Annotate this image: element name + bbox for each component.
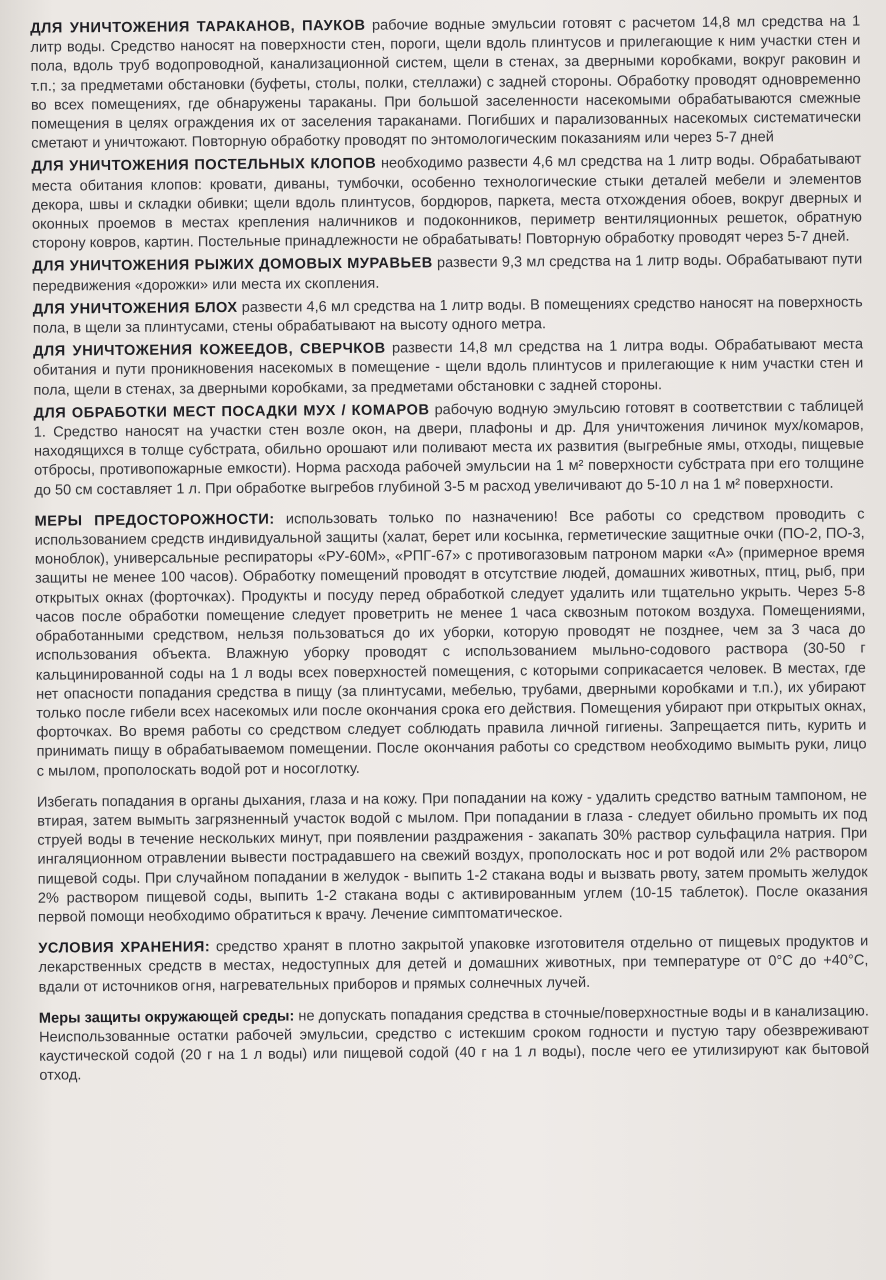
section-storage [38, 933, 868, 998]
section-bed-bugs [31, 151, 862, 254]
section-text: необходимо развести 4,6 мл средства на 1 литр воды. Обрабатывают места обитания клопов: кровати, диваны, тумбочки, особенно технологические стыки деталей мебели и элементов декора, швы и складки обивки; щели вдоль плинтусов, бордюров, паркета, места отхождения обоев, вокруг дверных и оконных проемов в местах крепления наличников и подоконников, периметр вентиляционных решеток, обратную сторону ковров, картин. Постельные принадлежности не обрабатывать! Повторную обработку проводят через 5-7 дней. [31, 151, 863, 252]
section-heading: ДЛЯ УНИЧТОЖЕНИЯ ТАРАКАНОВ, ПАУКОВ [30, 17, 366, 37]
section-heading: МЕРЫ ПРЕДОСТОРОЖНОСТИ: [34, 511, 275, 530]
section-text: не допускать попадания средства в сточные/поверхностные воды и в канализацию. Неиспользованные остатки рабочей эмульсии, средство с истекшим сроком годности и пустую тару обезвреживают каустической содой (20 г на 1 л воды) или пищевой содой (40 г на 1 л воды), после чего ее утилизируют как бытовой отход. [38, 1003, 870, 1085]
section-heading: ДЛЯ ОБРАБОТКИ МЕСТ ПОСАДКИ МУХ / КОМАРОВ [33, 402, 430, 422]
section-precautions [34, 505, 866, 781]
section-flies-mosquitoes [34, 397, 865, 500]
section-heading: ДЛЯ УНИЧТОЖЕНИЯ КОЖЕЕДОВ, СВЕРЧКОВ [33, 340, 386, 360]
section-heading: Меры защиты окружающей среды: [38, 1008, 295, 1027]
section-heading: ДЛЯ УНИЧТОЖЕНИЯ БЛОХ [32, 299, 238, 318]
section-heading: ДЛЯ УНИЧТОЖЕНИЯ ПОСТЕЛЬНЫХ КЛОПОВ [31, 156, 377, 176]
section-text: рабочие водные эмульсии готовят с расчетом 14,8 мл средства на 1 литр воды. Средство наносят на поверхности стен, пороги, щели вдоль плинтусов и прилегающие к ним участки стен и пола, вдоль труб водопроводной, канализационной систем, щели в стенах, за дверными коробками, вокруг раковин и т.п.; за предметами обстановки (буфеты, столы, полки, стеллажи) с задней стороны. Обработку проводят одновременно во всех помещениях, где обнаружены тараканы. При большой заселенности насекомыми обрабатываются смежные помещения в целях ограждения их от заселения тараканами. Погибших и парализованных насекомых систематически сметают и уничтожают. Повторную обработку проводят по энтомологическим показаниям или через 5-7 дней [30, 13, 862, 152]
section-text: Избегать попадания в органы дыхания, глаза и на кожу. При попадании на кожу - удалить средство ватным тампоном, не втирая, затем вымыть загрязненный участок водой с мылом. При попадании в глаза - следует обильно промыть их под струей воды в течение нескольких минут, при появлении раздражения - закапать 30% раствор сульфацила натрия. При ингаляционном отравлении вывести пострадавшего на свежий воздух, прополоскать нос и рот водой или 2% раствором пищевой соды. При случайном попадании в желудок - выпить 1-2 стакана воды и вызвать рвоту, затем промыть желудок 2% раствором пищевой соды, выпить 1-2 стакана воды с активированным углем (10-15 таблеток). После оказания первой помощи необходимо обратиться к врачу. Лечение симптоматическое. [36, 787, 868, 926]
section-dermestids-crickets [33, 336, 863, 401]
section-text: средство хранят в плотно закрытой упаковке изготовителя отдельно от пищевых продуктов и лекарственных средств в местах, недоступных для детей и домашних животных, при температуре от 0°С до +40°С, вдали от источников огня, нагревательных приборов и прямых солнечных лучей. [38, 933, 869, 996]
section-heading: УСЛОВИЯ ХРАНЕНИЯ: [38, 939, 211, 957]
section-fleas [33, 293, 863, 339]
section-text: развести 4,6 мл средства на 1 литр воды. В помещениях средство наносят на поверхность пола, в щели за плинтусами, стены обрабатывают на высоту одного метра. [32, 294, 863, 337]
section-text: использовать только по назначению! Все работы со средством проводить с использованием средств индивидуальной защиты (халат, берет или косынка, герметические защитные очки (ПО-2, ПО-3, моноблок), универсальные респираторы «РУ-60М», «РПГ-67» с противогазовым патроном марки «А» (примерное время защиты не менее 100 часов). Обработку помещений проводят в отсутствие людей, домашних животных, птиц, рыб, при открытых окнах (форточках). Продукты и посуду перед обработкой следует удалить или тщательно укрыть. Через 5-8 часов после обработки помещение следует проветрить не менее 1 часа сквозным потоком воздуха. Помещениями, обработанными средством, нельзя пользоваться до их уборки, которую проводят не позднее, чем за 3 часа до использования объекта. Влажную уборку проводят с использованием мыльно-содового раствора (30-50 г кальцинированной соды на 1 л воды всех поверхностей помещения, с которыми соприкасается человек. В местах, где нет опасности попадания средства в пищу (за плинтусами, мебелью, трубами, дверными коробками и т.п.), их убирают только после гибели всех насекомых или после окончания срока его действия. Помещения убирают при открытых окнах, форточках. Во время работы со средством следует соблюдать правила личной гигиены. Запрещается пить, курить и принимать пищу в обрабатываемом помещении. После окончания работы со средством необходимо вымыть руки, лицо с мылом, прополоскать водой рот и носоглотку. [34, 506, 867, 780]
section-text: развести 14,8 мл средства на 1 литра воды. Обрабатывают места обитания и пути проникновения насекомых в помещение - щели вдоль плинтусов и прилегающие к ним участки стен и пола, щели в стенах, за дверными коробками, за предметами обстановки с задней стороны. [33, 336, 864, 399]
section-red-ants [32, 251, 862, 297]
section-cockroaches-spiders [30, 12, 861, 154]
section-text: рабочую водную эмульсию готовят в соответствии с таблицей 1. Средство наносят на участки стен возле окон, на двери, плафоны и др. Для уничтожения личинок мух/комаров, находящихся в толще субстрата, обильно орошают или поливают места их развития (выгребные ямы, отходы, пищевые отбросы, противопожарные емкости). Норма расхода рабочей эмульсии на 1 м² поверхности субстрата при его толщине до 50 см составляет 1 л. При обработке выгребов глубиной 3-5 м расход увеличивают до 5-10 л на 1 м² поверхности. [33, 398, 865, 499]
section-environment [39, 1002, 870, 1086]
section-heading: ДЛЯ УНИЧТОЖЕНИЯ РЫЖИХ ДОМОВЫХ МУРАВЬЕВ [32, 255, 433, 276]
section-first-aid [37, 786, 868, 928]
section-text: развести 9,3 мл средства на 1 литр воды. Обрабатывают пути передвижения «дорожки» или места их скопления. [32, 251, 863, 295]
